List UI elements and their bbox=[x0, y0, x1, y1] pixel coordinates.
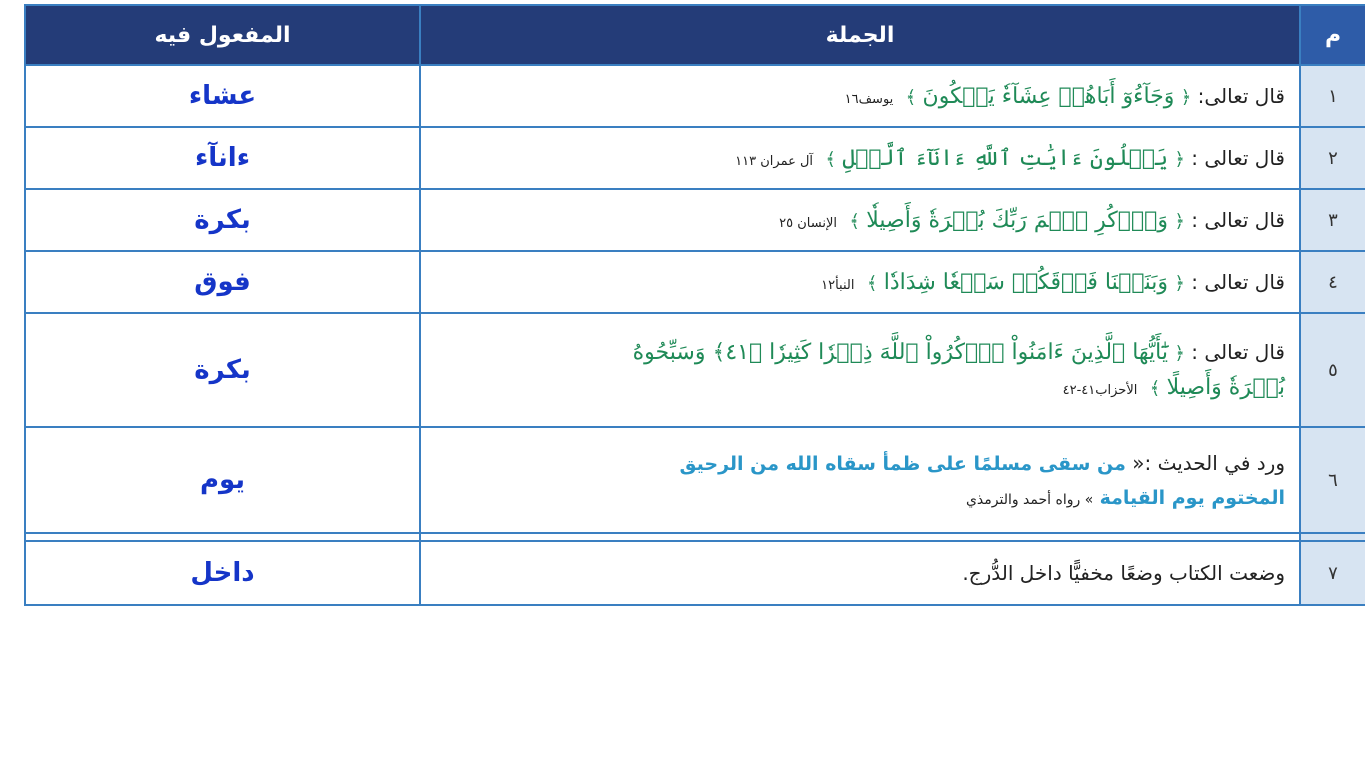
table-row-spacer bbox=[25, 533, 1365, 541]
bracket-close-icon: ﴾ bbox=[905, 86, 917, 108]
bracket-close-icon: ﴾ bbox=[866, 272, 878, 294]
header-row bbox=[25, 5, 1365, 65]
row-number: ٤ bbox=[1300, 251, 1365, 313]
bracket-open-icon: ﴿ bbox=[1174, 210, 1185, 232]
verse-text: يَٰٓأَيُّهَا ٱلَّذِينَ ءَامَنُواْ ٱذۡكُرُواْ ٱللَّهَ ذِكۡرٗا كَثِيرٗا ﴿٤١﴾ وَسَبِّحُوهُ bbox=[632, 340, 1169, 365]
bracket-open-icon: ﴿ bbox=[1174, 343, 1185, 364]
answer-cell: ءانآء bbox=[25, 127, 420, 189]
table-row bbox=[25, 189, 1365, 251]
verse-reference: الإنسان ٢٥ bbox=[779, 215, 838, 231]
verse-text: يَتۡلُونَ ءَايَٰتِ ٱللَّهِ ءَانَآءَ ٱلَّيۡلِ bbox=[842, 145, 1169, 171]
verse-reference: النبأ١٢ bbox=[821, 277, 855, 293]
verse-intro: قال تعالى : bbox=[1191, 145, 1285, 170]
answer-cell: يوم bbox=[25, 427, 420, 533]
verse-text: وَبَنَيۡنَا فَوۡقَكُمۡ سَبۡعٗا شِدَادٗا bbox=[883, 269, 1169, 295]
bracket-close-icon: ﴾ bbox=[1149, 378, 1161, 399]
verse-intro: قال تعالى: bbox=[1197, 83, 1285, 108]
table-row bbox=[25, 541, 1365, 605]
table-row bbox=[25, 313, 1365, 427]
header-number: م bbox=[1300, 5, 1365, 65]
verse-intro: قال تعالى : bbox=[1191, 340, 1285, 364]
verse-text: وَٱذۡكُرِ ٱسۡمَ رَبِّكَ بُكۡرَةٗ وَأَصِيلٗا bbox=[866, 207, 1169, 233]
sentence-cell bbox=[420, 313, 1300, 427]
answer-cell: بكرة bbox=[25, 313, 420, 427]
bracket-open-icon: ﴿ bbox=[1180, 86, 1192, 108]
hadith-narration: » رواه أحمد والترمذي bbox=[965, 492, 1094, 508]
table-row bbox=[25, 127, 1365, 189]
sentence-cell bbox=[420, 189, 1300, 251]
header-sentence: الجملة bbox=[420, 5, 1300, 65]
answer-cell: داخل bbox=[25, 541, 420, 605]
verse-line-2 bbox=[435, 375, 1285, 400]
bracket-close-icon: ﴾ bbox=[849, 210, 860, 232]
table-row bbox=[25, 251, 1365, 313]
hadith-text-continued: المختوم يوم القيامة bbox=[1099, 487, 1285, 509]
verse-intro: قال تعالى : bbox=[1191, 269, 1285, 294]
bracket-open-icon: ﴿ bbox=[1174, 272, 1185, 294]
row-number: ٥ bbox=[1300, 313, 1365, 427]
hadith-intro: ورد في الحديث :« bbox=[1132, 451, 1285, 475]
sentence-cell: وضعت الكتاب وضعًا مخفيًّا داخل الدُّرج. bbox=[420, 541, 1300, 605]
verse-intro: قال تعالى : bbox=[1191, 207, 1285, 232]
table-row bbox=[25, 427, 1365, 533]
row-number: ٦ bbox=[1300, 427, 1365, 533]
grammar-table bbox=[24, 4, 1365, 606]
verse-reference: يوسف١٦ bbox=[844, 91, 894, 107]
answer-cell: عشاء bbox=[25, 65, 420, 127]
verse-reference: آل عمران ١١٣ bbox=[735, 153, 814, 169]
bracket-close-icon: ﴾ bbox=[825, 148, 836, 170]
spacer-cell bbox=[25, 533, 420, 541]
spacer-cell bbox=[1300, 533, 1365, 541]
row-number: ٧ bbox=[1300, 541, 1365, 605]
answer-cell: بكرة bbox=[25, 189, 420, 251]
sentence-cell bbox=[420, 251, 1300, 313]
sentence-cell bbox=[420, 127, 1300, 189]
verse-text-continued: بُكۡرَةٗ وَأَصِيلًا bbox=[1166, 375, 1285, 400]
row-number: ٢ bbox=[1300, 127, 1365, 189]
row-number: ١ bbox=[1300, 65, 1365, 127]
bracket-open-icon: ﴿ bbox=[1174, 148, 1185, 170]
sentence-cell bbox=[420, 427, 1300, 533]
row-number: ٣ bbox=[1300, 189, 1365, 251]
table-row bbox=[25, 65, 1365, 127]
verse-reference: الأحزاب٤١-٤٢ bbox=[1062, 383, 1138, 398]
sentence-cell bbox=[420, 65, 1300, 127]
answer-cell: فوق bbox=[25, 251, 420, 313]
header-answer: المفعول فيه bbox=[25, 5, 420, 65]
hadith-line-2 bbox=[435, 485, 1285, 509]
verse-text: وَجَآءُوٓ أَبَاهُمۡ عِشَآءٗ يَبۡكُونَ bbox=[922, 83, 1175, 109]
spacer-cell bbox=[420, 533, 1300, 541]
hadith-text: من سقى مسلمًا على ظمأ سقاه الله من الرحيق bbox=[679, 453, 1126, 475]
